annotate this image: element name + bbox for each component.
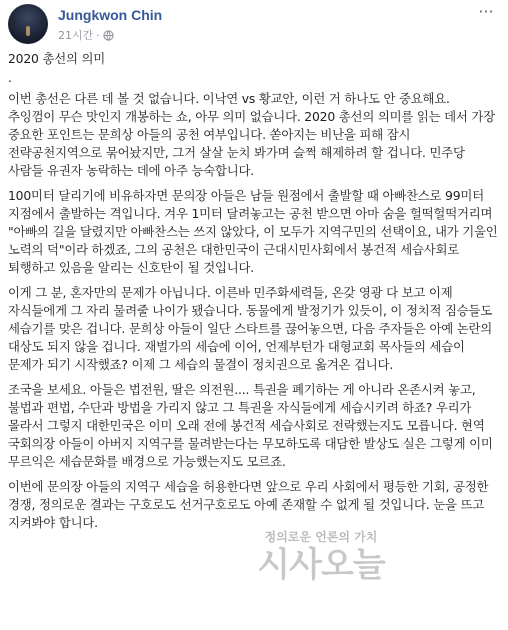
meta-separator: · xyxy=(96,28,100,42)
post-paragraph: 이게 그 분, 혼자만의 문제가 아닙니다. 이른바 민주화세력들, 온갖 영광 다 보고 이제 자식들에게 그 자리 물려줄 나이가 됐습니다. 동물에게 발정기가 있듯이, 이 정치적 짐승들도 세습기를 맞은 겁니다. 문희상 아들이 일단 스타트를 끊어놓으면, 다음 주자들은 아예 논란의 대상도 되지 않을 겁니다. 재벌가의 세습에 이어, 언제부턴가 대형교회 목사들의 세습이 문제가 되기 시작했죠? 이제 그 세습의 물결이 정치권으로 옮겨온 겁니다. xyxy=(8,285,493,372)
avatar-figure xyxy=(26,26,30,36)
post-timestamp[interactable]: 21시간 xyxy=(58,29,94,42)
watermark-slogan: 정의로운 언론의 가치 xyxy=(264,530,378,544)
post-meta xyxy=(58,27,114,43)
avatar[interactable] xyxy=(8,4,48,44)
post-paragraph: 조국을 보세요. 아들은 법전원, 딸은 의전원.... 특권을 폐기하는 게 아니라 온존시켜 놓고, 불법과 편법, 수단과 방법을 가리지 않고 그 특권을 자식들에게 세습시키려 하죠? 우리가 몰라서 그렇지 대한민국은 이미 오래 전에 봉건적 세습사회로 전락했는지도 모릅니다. 현역 국회의장 아들이 아버지 지역구를 물려받는다는 무모하도록 대담한 발상도 실은 그렇게 이미 무르익은 세습문화를 배경으로 가능했는지도 모르죠. xyxy=(8,382,493,469)
post-paragraph: 이번 총선은 다른 데 볼 것 없습니다. 이낙연 vs 황교안, 이런 거 하나도 안 중요해요. 추잉껌이 무슨 맛인지 개봉하는 쇼, 아무 의미 없습니다. 2020 총선의 의미를 읽는 데서 가장 중요한 포인트는 문희상 아들의 공천 여부입니다. 쏟아지는 비난을 피해 잠시 전략공천지역으로 묶어놨지만, 그거 살살 눈치 봐가며 슬쩍 해제하려 할 겁니다. 민주당 사람들 유권자 농락하는 데에 아주 능숙합니다. xyxy=(8,91,495,178)
post-paragraph: 100미터 달리기에 비유하자면 문의장 아들은 남들 원점에서 출발할 때 아빠찬스로 99미터 지점에서 출발하는 격입니다. 겨우 1미터 달려놓고는 공천 받으면 아마 숨을 헐떡헐떡거리며 "아빠의 길을 달렸지만 아빠찬스는 쓰지 않았다, 이 모두가 지역구민의 선택이요, 내가 기울인 노력의 덕"이라 하겠죠, 그의 공천은 대한민국이 근대시민사회에서 봉건적 세습사회로 퇴행하고 있음을 알리는 신호탄이 될 것입니다. xyxy=(8,188,498,275)
watermark-name: 시사오늘 xyxy=(257,545,385,585)
post-header xyxy=(8,4,500,48)
post-title: 2020 총선의 의미 xyxy=(8,51,106,66)
globe-icon[interactable] xyxy=(103,30,114,41)
post-paragraph: 이번에 문의장 아들의 지역구 세습을 허용한다면 앞으로 우리 사회에서 평등한 기회, 공정한 경쟁, 정의로운 결과는 구호로도 선거구호로도 아예 존재할 수 없게 될 것입니다. 눈을 뜨고 지켜봐야 합니다. xyxy=(8,479,489,530)
more-options-button[interactable]: ··· xyxy=(478,2,494,21)
author-name[interactable]: Jungkwon Chin xyxy=(58,7,163,23)
post-dot: . xyxy=(8,70,12,85)
post-body xyxy=(8,50,500,539)
